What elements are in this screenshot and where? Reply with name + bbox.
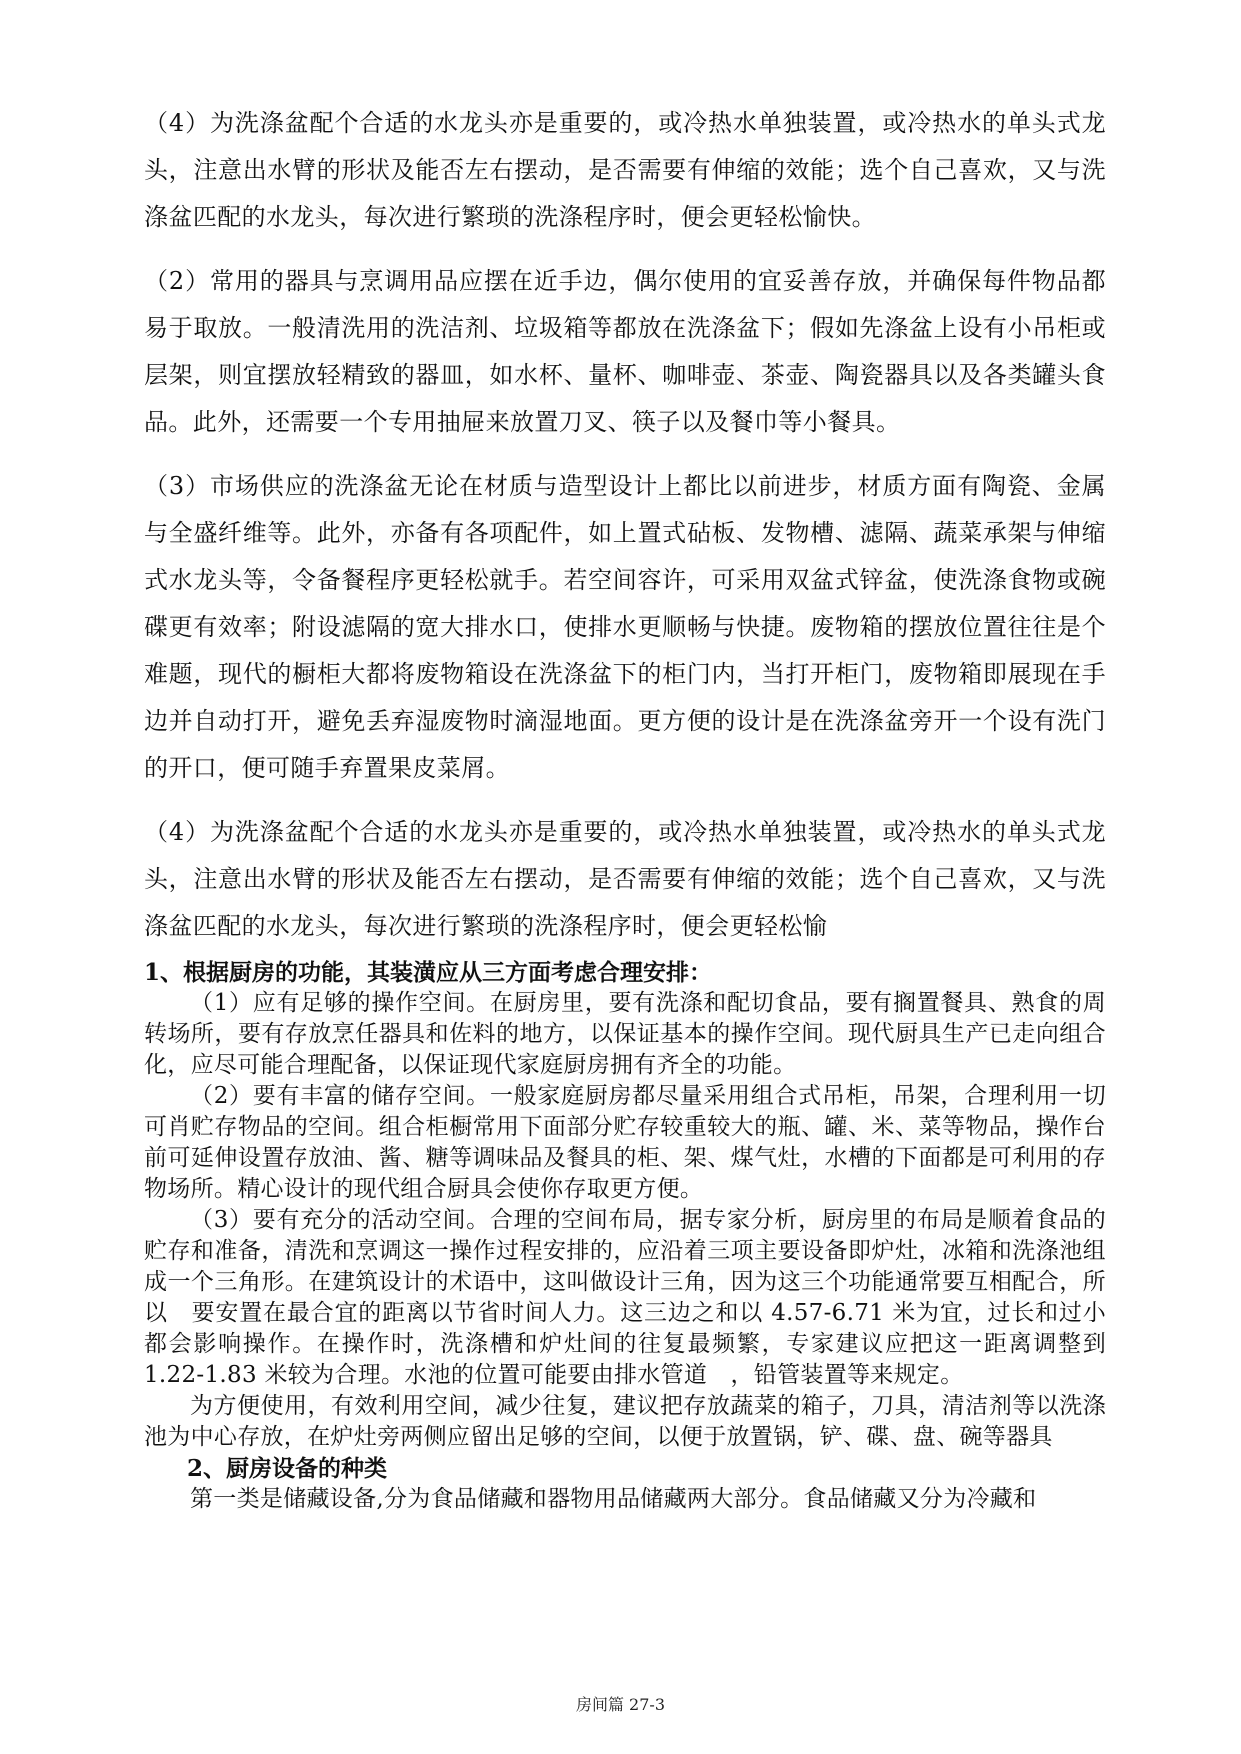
paragraph-storage-equipment: 第一类是储藏设备,分为食品储藏和器物用品储藏两大部分。食品储藏又分为冷藏和 xyxy=(190,1486,1037,1512)
paragraph-activity-space: （3）要有充分的活动空间。合理的空间布局，据专家分析，厨房里的布局是顺着食品的贮存和准备，清洗和烹调这一操作过程安排的，应沿着三项主要设备即炉灶，冰箱和洗涤池组成一个三角形。在建筑设计的术语中，这叫做设计三角，因为这三个功能通常要互相配合，所以 要安置在最合宜的距离以节省时间人力。这三边之和以 4.57-6.71 米为宜，过长和过小都会影响操作。在操作时，洗涤槽和炉灶间的往复最频繁，专家建议应把这一距离调整到 1.22-1.83 米较为合理。水池的位置可能要由排水管道 ，铅管装置等来规定。 xyxy=(144,1207,1106,1388)
paragraph-operation-space: （1）应有足够的操作空间。在厨房里，要有洗涤和配切食品，要有搁置餐具、熟食的周转场所，要有存放烹任器具和佐料的地方，以保证基本的操作空间。现代厨具生产已走向组合化，应尽可能合理配备，以保证现代家庭厨房拥有齐全的功能。 xyxy=(144,990,1106,1078)
paragraph-faucet-repeat: （4）为洗涤盆配个合适的水龙头亦是重要的，或冷热水单独装置，或冷热水的单头式龙头，注意出水臂的形状及能否左右摆动，是否需要有伸缩的效能；选个自己喜欢，又与洗涤盆匹配的水龙头，每次进行繁琐的洗涤程序时，便会更轻松愉 xyxy=(144,818,1106,940)
lower-section xyxy=(144,957,1106,1515)
paragraph-convenience: 为方便使用，有效利用空间，减少往复，建议把存放蔬菜的箱子，刀具，清洁剂等以洗涤池为中心存放，在炉灶旁两侧应留出足够的空间，以便于放置锅，铲、碟、盘、碗等器具 xyxy=(144,1393,1106,1450)
paragraph-sink-materials: （3）市场供应的洗涤盆无论在材质与造型设计上都比以前进步，材质方面有陶瓷、金属与全盛纤维等。此外，亦备有各项配件，如上置式砧板、发物槽、滤隔、蔬菜承架与伸缩式水龙头等，令备餐程序更轻松就手。若空间容许，可采用双盆式锌盆，使洗涤食物或碗碟更有效率；附设滤隔的宽大排水口，使排水更顺畅与快捷。废物箱的摆放位置往往是个难题，现代的橱柜大都将废物箱设在洗涤盆下的柜门内，当打开柜门，废物箱即展现在手边并自动打开，避免丢弃湿废物时滴湿地面。更方便的设计是在洗涤盆旁开一个设有洗门的开口，便可随手弃置果皮菜屑。 xyxy=(144,472,1106,782)
paragraph-storage-space: （2）要有丰富的储存空间。一般家庭厨房都尽量采用组合式吊柜，吊架，合理利用一切可肖贮存物品的空间。组合柜橱常用下面部分贮存较重较大的瓶、罐、米、菜等物品，操作台前可延伸设置存放油、酱、糖等调味品及餐具的柜、架、煤气灶，水槽的下面都是可利用的存物场所。精心设计的现代组合厨具会使你存取更方便。 xyxy=(144,1083,1106,1202)
section-heading-equipment-types: 2、厨房设备的种类 xyxy=(187,1455,388,1482)
upper-section xyxy=(144,100,1106,967)
paragraph-utensils: （2）常用的器具与烹调用品应摆在近手边，偶尔使用的宜妥善存放，并确保每件物品都易于取放。一般清洗用的洗洁剂、垃圾箱等都放在洗涤盆下；假如先涤盆上设有小吊柜或层架，则宜摆放轻精致的器皿，如水杯、量杯、咖啡壶、茶壶、陶瓷器具以及各类罐头食品。此外，还需要一个专用抽屉来放置刀叉、筷子以及餐巾等小餐具。 xyxy=(144,267,1106,436)
section-heading-kitchen-function: 1、根据厨房的功能，其装潢应从三方面考虑合理安排： xyxy=(144,959,713,986)
paragraph-faucet: （4）为洗涤盆配个合适的水龙头亦是重要的，或冷热水单独装置，或冷热水的单头式龙头，注意出水臂的形状及能否左右摆动，是否需要有伸缩的效能；选个自己喜欢，又与洗涤盆匹配的水龙头，每次进行繁琐的洗涤程序时，便会更轻松愉快。 xyxy=(144,109,1106,231)
page-footer: 房间篇 27-3 xyxy=(575,1695,666,1714)
